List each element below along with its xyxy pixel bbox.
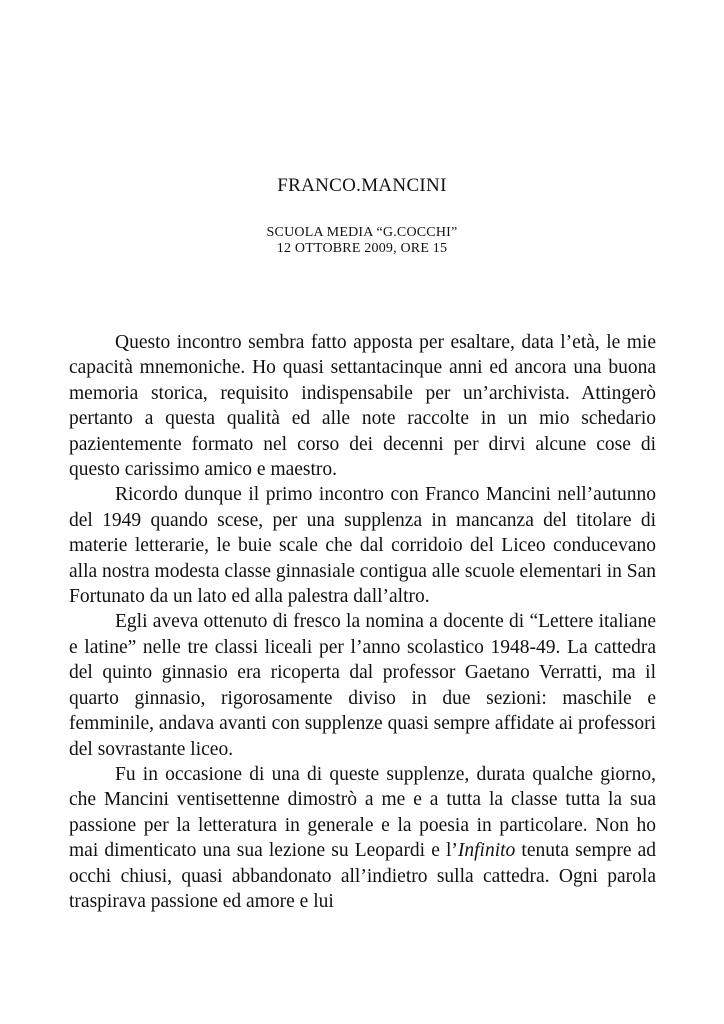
body-text — [69, 330, 656, 914]
document-title: FRANCO.MANCINI — [277, 175, 447, 196]
paragraph-2: Ricordo dunque il primo incontro con Franco Mancini nell’autunno del 1949 quando scese, per una supplenza in mancanza del titolare di materie letterarie, le buie scale che dal corridoio del Liceo conducevano alla nostra modesta classe ginnasiale contigua alle scuole elementari in San Fortunato da un lato ed alla palestra dall’altro. — [69, 484, 656, 608]
paragraph-1: Questo incontro sembra fatto apposta per esaltare, data l’età, le mie capacità mnemoniche. Ho quasi settantacinque anni ed ancora una buona memoria storica, requisito indispensabile per un’archivista. Attingerò pertanto a questa qualità ed alle note raccolte in un mio schedario pazientemente formato nel corso dei decenni per dirvi alcune cose di questo carissimo amico e maestro. — [69, 332, 656, 481]
paragraph-4 — [69, 762, 656, 914]
event-date-time: 12 OTTOBRE 2009, ORE 15 — [276, 241, 448, 256]
paragraph-4-italic-title: Infinito — [457, 840, 516, 862]
paragraph-4-text-a: Fu in occasione di una di queste supplenze, durata qualche giorno, che Mancini ventisettenne dimostrò a me e a tutta la classe tutta la sua passione per la letteratura in generale e la poesia in particolare. Non ho mai dimenticato una sua lezione su Leopardi e l’ — [69, 763, 656, 862]
school-name: SCUOLA MEDIA “G.COCCHI” — [266, 225, 458, 240]
paragraph-3: Egli aveva ottenuto di fresco la nomina a docente di “Lettere italiane e latine” nelle tre classi liceali per l’anno scolastico 1948-49. La cattedra del quinto ginnasio era ricoperta dal professor Gaetano Verratti, ma il quarto ginnasio, rigorosamente diviso in due sezioni: maschile e femminile, andava avanti con supplenze quasi sempre affidate ai professori del sovrastante liceo. — [69, 611, 656, 760]
paragraph-4-text-b: tenuta sempre ad occhi chiusi, quasi abbandonato all’indietro sulla cattedra. Ogni parola traspirava passione ed amore e lui — [69, 840, 656, 912]
